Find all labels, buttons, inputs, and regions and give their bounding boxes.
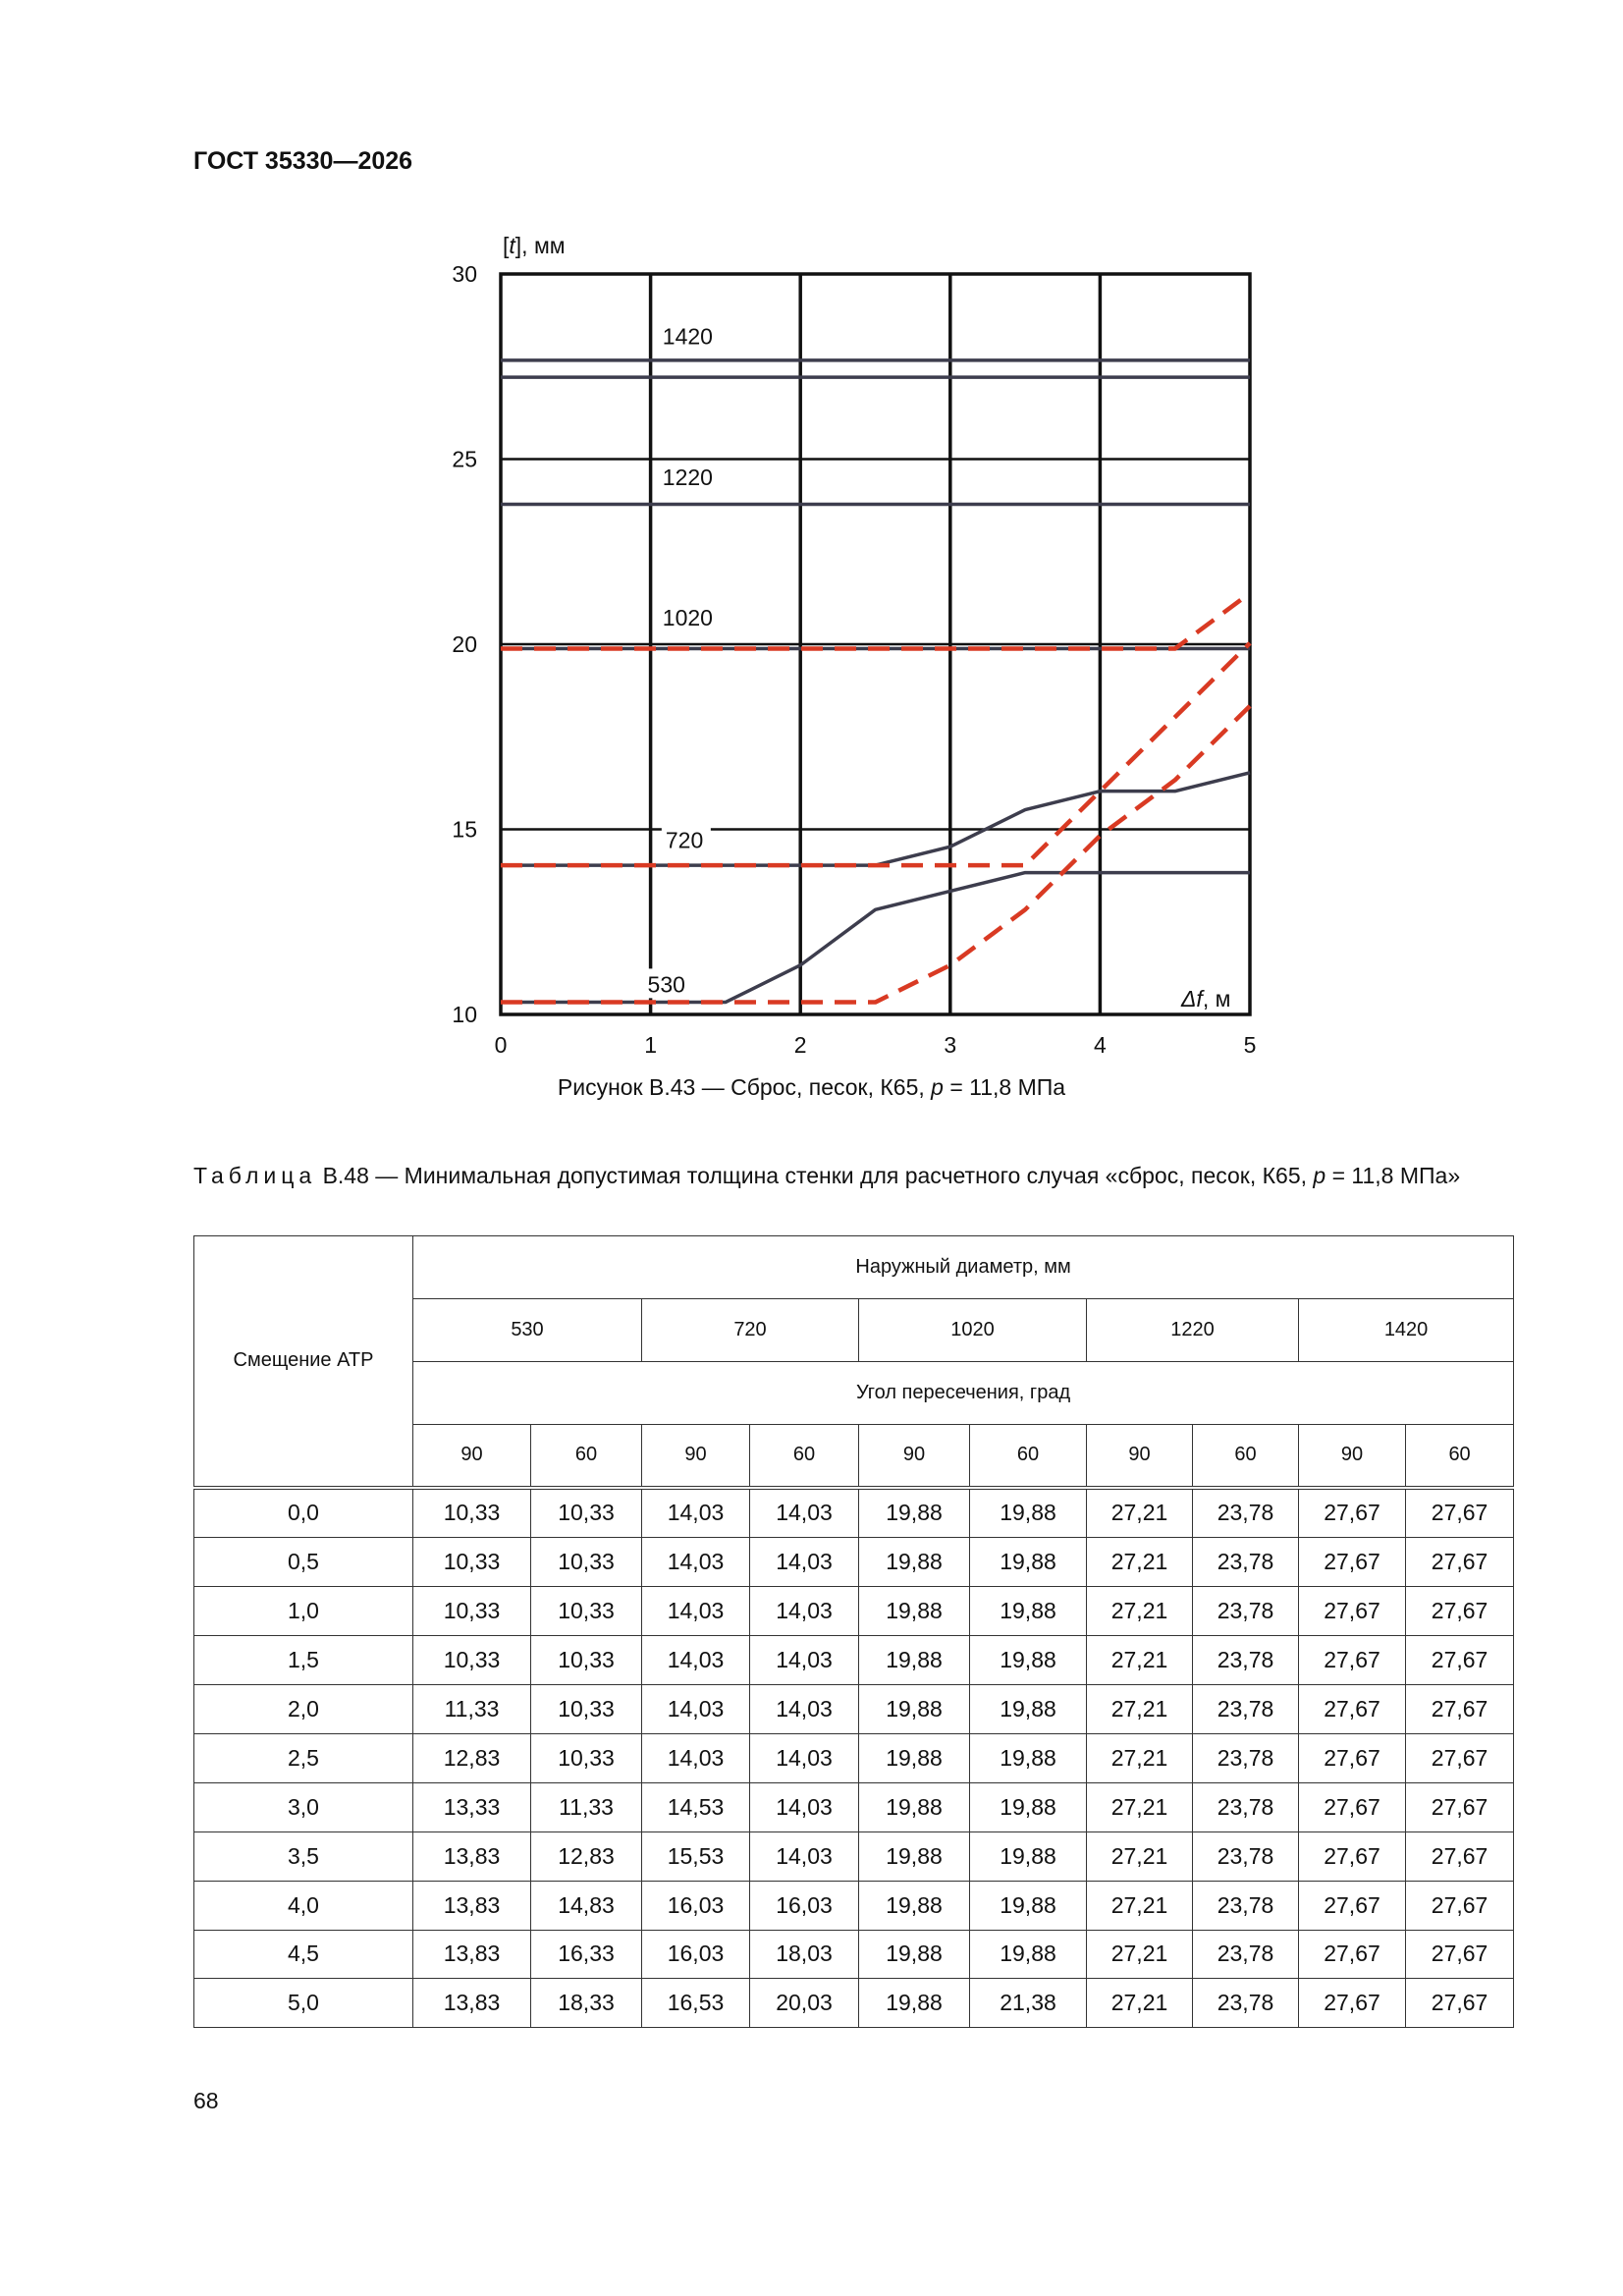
table-row xyxy=(194,1685,1514,1734)
thickness-chart xyxy=(0,0,1623,1061)
x-tick-label: 4 xyxy=(1094,1032,1107,1058)
value-cell: 13,33 xyxy=(413,1782,531,1831)
value-cell: 19,88 xyxy=(970,1930,1087,1979)
value-cell: 27,21 xyxy=(1087,1587,1193,1636)
value-cell: 21,38 xyxy=(970,1979,1087,2028)
value-cell: 10,33 xyxy=(413,1538,531,1587)
value-cell: 19,88 xyxy=(970,1636,1087,1685)
value-cell: 27,67 xyxy=(1406,1488,1514,1538)
offset-cell: 2,0 xyxy=(194,1685,413,1734)
series-line-530-60 xyxy=(501,706,1250,1003)
value-cell: 19,88 xyxy=(859,1881,970,1930)
value-cell: 27,67 xyxy=(1406,1782,1514,1831)
value-cell: 19,88 xyxy=(970,1881,1087,1930)
x-tick-label: 5 xyxy=(1243,1032,1257,1058)
value-cell: 11,33 xyxy=(413,1685,531,1734)
value-cell: 27,21 xyxy=(1087,1488,1193,1538)
angle-cell: 90 xyxy=(1087,1425,1193,1488)
value-cell: 19,88 xyxy=(859,1733,970,1782)
line-label: 1020 xyxy=(662,605,713,631)
value-cell: 10,33 xyxy=(531,1587,642,1636)
value-cell: 19,88 xyxy=(970,1587,1087,1636)
value-cell: 27,21 xyxy=(1087,1930,1193,1979)
value-cell: 16,03 xyxy=(642,1930,750,1979)
table-row xyxy=(194,1881,1514,1930)
table-row xyxy=(194,1782,1514,1831)
value-cell: 14,03 xyxy=(750,1488,859,1538)
value-cell: 15,53 xyxy=(642,1831,750,1881)
line-label: 1420 xyxy=(662,323,713,350)
x-tick-label: 0 xyxy=(494,1032,508,1058)
document-header: ГОСТ 35330—2026 xyxy=(193,147,413,175)
value-cell: 12,83 xyxy=(531,1831,642,1881)
diameter-cell: 1020 xyxy=(859,1299,1087,1362)
angle-cell: 60 xyxy=(750,1425,859,1488)
angle-cell: 60 xyxy=(1406,1425,1514,1488)
value-cell: 23,78 xyxy=(1193,1636,1299,1685)
offset-cell: 3,5 xyxy=(194,1831,413,1881)
x-tick-label: 2 xyxy=(793,1032,807,1058)
value-cell: 27,67 xyxy=(1406,1881,1514,1930)
angle-cell: 60 xyxy=(1193,1425,1299,1488)
value-cell: 14,03 xyxy=(750,1733,859,1782)
table-row xyxy=(194,1488,1514,1538)
value-cell: 14,03 xyxy=(750,1685,859,1734)
value-cell: 14,03 xyxy=(750,1587,859,1636)
value-cell: 14,83 xyxy=(531,1881,642,1930)
table-row xyxy=(194,1636,1514,1685)
value-cell: 19,88 xyxy=(859,1831,970,1881)
value-cell: 19,88 xyxy=(859,1538,970,1587)
angle-cell: 90 xyxy=(413,1425,531,1488)
offset-cell: 1,5 xyxy=(194,1636,413,1685)
value-cell: 19,88 xyxy=(859,1685,970,1734)
value-cell: 23,78 xyxy=(1193,1587,1299,1636)
diameter-cell: 1420 xyxy=(1299,1299,1514,1362)
x-tick-label: 3 xyxy=(944,1032,957,1058)
page-number: 68 xyxy=(193,2088,219,2113)
value-cell: 13,83 xyxy=(413,1831,531,1881)
value-cell: 27,67 xyxy=(1299,1930,1406,1979)
value-cell: 19,88 xyxy=(859,1782,970,1831)
table-row xyxy=(194,1733,1514,1782)
figure-caption: Рисунок В.43 — Сброс, песок, К65, p = 11,8 МПа xyxy=(557,1074,1066,1100)
value-cell: 27,67 xyxy=(1299,1831,1406,1881)
value-cell: 27,67 xyxy=(1406,1685,1514,1734)
series-line-720-60 xyxy=(501,643,1250,865)
value-cell: 23,78 xyxy=(1193,1979,1299,2028)
value-cell: 10,33 xyxy=(413,1488,531,1538)
value-cell: 13,83 xyxy=(413,1979,531,2028)
value-cell: 27,67 xyxy=(1299,1538,1406,1587)
y-tick-label: 10 xyxy=(452,1002,477,1027)
value-cell: 19,88 xyxy=(859,1979,970,2028)
value-cell: 10,33 xyxy=(413,1587,531,1636)
line-label: 1220 xyxy=(662,464,713,490)
value-cell: 27,21 xyxy=(1087,1831,1193,1881)
value-cell: 10,33 xyxy=(531,1538,642,1587)
table-row xyxy=(194,1831,1514,1881)
table-caption: Таблица В.48 — Минимальная допустимая толщина стенки для расчетного случая «сброс, песок, К65, p = 11,8 МПа» xyxy=(193,1163,1461,1188)
value-cell: 19,88 xyxy=(970,1488,1087,1538)
diameter-cell: 530 xyxy=(413,1299,642,1362)
value-cell: 10,33 xyxy=(531,1636,642,1685)
value-cell: 10,33 xyxy=(531,1488,642,1538)
value-cell: 11,33 xyxy=(531,1782,642,1831)
value-cell: 19,88 xyxy=(859,1636,970,1685)
series-line-530-90 xyxy=(501,873,1250,1003)
value-cell: 23,78 xyxy=(1193,1930,1299,1979)
value-cell: 18,33 xyxy=(531,1979,642,2028)
value-cell: 16,33 xyxy=(531,1930,642,1979)
line-label: 530 xyxy=(647,971,685,998)
series-line-720-90 xyxy=(501,773,1250,865)
thickness-table xyxy=(193,1235,1514,2028)
value-cell: 27,67 xyxy=(1299,1488,1406,1538)
x-tick-label: 1 xyxy=(644,1032,657,1058)
offset-cell: 5,0 xyxy=(194,1979,413,2028)
value-cell: 27,67 xyxy=(1406,1587,1514,1636)
value-cell: 14,03 xyxy=(642,1587,750,1636)
value-cell: 19,88 xyxy=(970,1685,1087,1734)
y-tick-label: 15 xyxy=(452,816,477,843)
value-cell: 27,67 xyxy=(1299,1881,1406,1930)
value-cell: 27,67 xyxy=(1299,1685,1406,1734)
value-cell: 13,83 xyxy=(413,1930,531,1979)
offset-cell: 0,5 xyxy=(194,1538,413,1587)
value-cell: 27,21 xyxy=(1087,1881,1193,1930)
value-cell: 20,03 xyxy=(750,1979,859,2028)
value-cell: 23,78 xyxy=(1193,1488,1299,1538)
value-cell: 13,83 xyxy=(413,1881,531,1930)
value-cell: 27,67 xyxy=(1406,1733,1514,1782)
value-cell: 18,03 xyxy=(750,1930,859,1979)
value-cell: 16,53 xyxy=(642,1979,750,2028)
offset-cell: 0,0 xyxy=(194,1488,413,1538)
value-cell: 27,67 xyxy=(1406,1930,1514,1979)
y-tick-label: 30 xyxy=(452,261,477,287)
angle-cell: 60 xyxy=(531,1425,642,1488)
diameter-header-cell: Наружный диаметр, мм xyxy=(413,1236,1514,1299)
series-line-1020-60 xyxy=(501,593,1250,649)
value-cell: 14,03 xyxy=(642,1636,750,1685)
value-cell: 19,88 xyxy=(970,1538,1087,1587)
value-cell: 14,53 xyxy=(642,1782,750,1831)
value-cell: 27,67 xyxy=(1406,1538,1514,1587)
value-cell: 19,88 xyxy=(859,1930,970,1979)
value-cell: 23,78 xyxy=(1193,1782,1299,1831)
table-row xyxy=(194,1538,1514,1587)
value-cell: 27,67 xyxy=(1299,1733,1406,1782)
value-cell: 10,33 xyxy=(413,1636,531,1685)
x-axis-label: Δf, м xyxy=(1181,986,1231,1011)
value-cell: 14,03 xyxy=(642,1538,750,1587)
value-cell: 23,78 xyxy=(1193,1881,1299,1930)
offset-cell: 3,0 xyxy=(194,1782,413,1831)
value-cell: 27,21 xyxy=(1087,1685,1193,1734)
value-cell: 23,78 xyxy=(1193,1733,1299,1782)
value-cell: 14,03 xyxy=(750,1831,859,1881)
value-cell: 27,21 xyxy=(1087,1733,1193,1782)
value-cell: 27,21 xyxy=(1087,1979,1193,2028)
row-header-cell: Смещение АТР xyxy=(194,1236,413,1488)
value-cell: 14,03 xyxy=(642,1733,750,1782)
value-cell: 10,33 xyxy=(531,1733,642,1782)
value-cell: 27,67 xyxy=(1299,1782,1406,1831)
value-cell: 19,88 xyxy=(859,1587,970,1636)
value-cell: 27,21 xyxy=(1087,1538,1193,1587)
value-cell: 23,78 xyxy=(1193,1538,1299,1587)
value-cell: 14,03 xyxy=(642,1685,750,1734)
angle-cell: 60 xyxy=(970,1425,1087,1488)
value-cell: 27,67 xyxy=(1299,1587,1406,1636)
value-cell: 27,21 xyxy=(1087,1782,1193,1831)
table-row xyxy=(194,1930,1514,1979)
diameter-cell: 720 xyxy=(642,1299,859,1362)
value-cell: 19,88 xyxy=(970,1782,1087,1831)
line-label: 720 xyxy=(665,827,704,853)
y-axis-label: [t], мм xyxy=(503,233,566,258)
diameter-cell: 1220 xyxy=(1087,1299,1299,1362)
value-cell: 23,78 xyxy=(1193,1685,1299,1734)
value-cell: 19,88 xyxy=(970,1733,1087,1782)
y-tick-label: 20 xyxy=(452,631,477,657)
value-cell: 14,03 xyxy=(750,1538,859,1587)
value-cell: 14,03 xyxy=(750,1636,859,1685)
value-cell: 27,67 xyxy=(1406,1831,1514,1881)
angle-cell: 90 xyxy=(1299,1425,1406,1488)
value-cell: 23,78 xyxy=(1193,1831,1299,1881)
angle-header-cell: Угол пересечения, град xyxy=(413,1362,1514,1425)
offset-cell: 2,5 xyxy=(194,1733,413,1782)
angle-cell: 90 xyxy=(642,1425,750,1488)
value-cell: 27,67 xyxy=(1299,1636,1406,1685)
table-row xyxy=(194,1587,1514,1636)
value-cell: 19,88 xyxy=(859,1488,970,1538)
table-row xyxy=(194,1979,1514,2028)
offset-cell: 4,5 xyxy=(194,1930,413,1979)
offset-cell: 1,0 xyxy=(194,1587,413,1636)
value-cell: 16,03 xyxy=(642,1881,750,1930)
value-cell: 27,67 xyxy=(1299,1979,1406,2028)
offset-cell: 4,0 xyxy=(194,1881,413,1930)
value-cell: 27,21 xyxy=(1087,1636,1193,1685)
value-cell: 10,33 xyxy=(531,1685,642,1734)
value-cell: 19,88 xyxy=(970,1831,1087,1881)
value-cell: 27,67 xyxy=(1406,1636,1514,1685)
angle-cell: 90 xyxy=(859,1425,970,1488)
value-cell: 14,03 xyxy=(642,1488,750,1538)
value-cell: 27,67 xyxy=(1406,1979,1514,2028)
y-tick-label: 25 xyxy=(452,446,477,472)
value-cell: 12,83 xyxy=(413,1733,531,1782)
value-cell: 14,03 xyxy=(750,1782,859,1831)
value-cell: 16,03 xyxy=(750,1881,859,1930)
